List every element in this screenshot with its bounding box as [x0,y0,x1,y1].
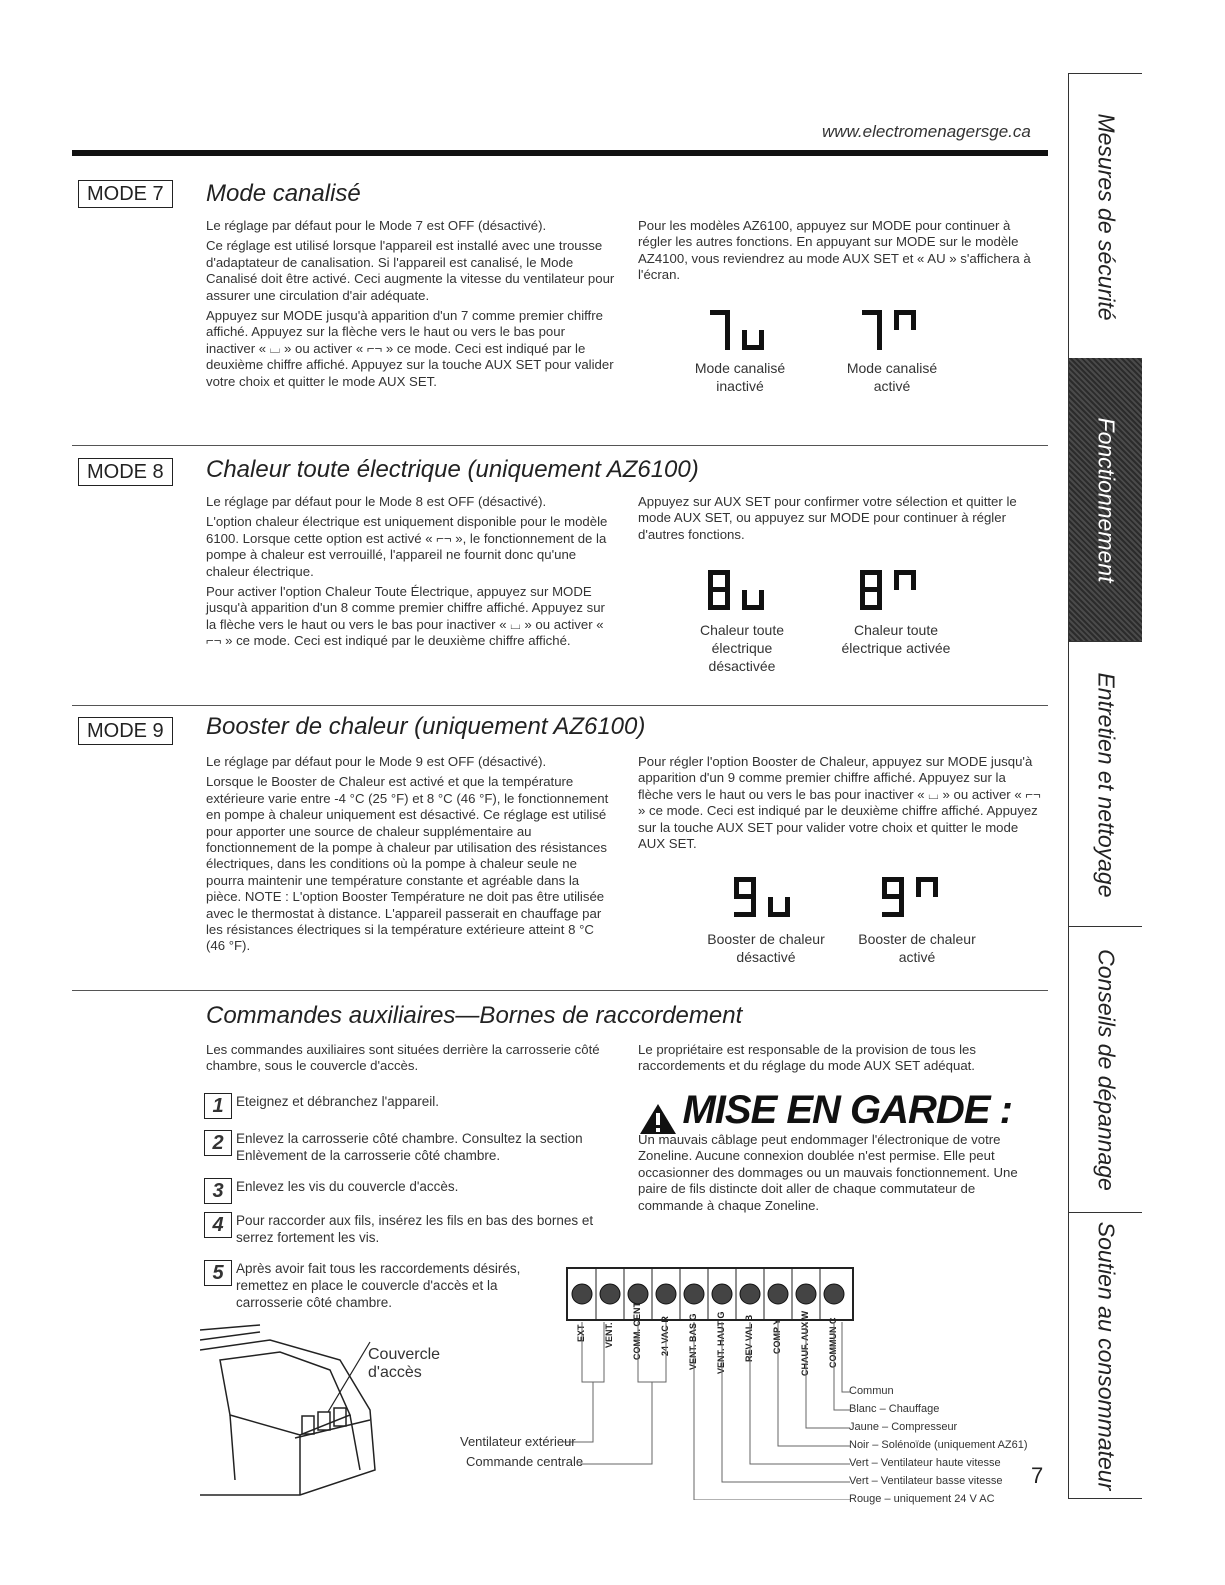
step-2 [212,1130,606,1164]
step-number: 4 [204,1212,232,1238]
display-8-on [856,566,928,614]
mode8-badge: MODE 8 [78,458,173,486]
tab-mesures-securite[interactable] [1068,73,1142,359]
paragraph: L'option chaleur électrique est uniquement disponible pour le modèle 6100. Lorsque cette option est activé « ⌐¬ », le fonctionnement de la pompe à chaleur est verrouillé, l'appareil ne fournit donc qu'une chaleur électrique. [206,514,608,579]
mode7-badge: MODE 7 [78,180,173,208]
warning-title: MISE EN GARDE : [682,1088,1012,1132]
paragraph: Le propriétaire est responsable de la provision de tous les raccordements et du réglage du mode AUX SET adéquat. [638,1042,976,1074]
terminal-label: VENT. [604,1322,614,1348]
step-number: 5 [204,1260,232,1286]
mode9-right-text [638,754,1043,856]
warning-text: Un mauvais câblage peut endommager l'électronique de votre Zoneline. Aucune connexion doublée n'est permise. Elle peut occasionner des dommages ou un mauvais fonctionnement. Une paire de fils distincte doit aller de chaque commutateur de commande à chaque Zoneline. [638,1132,1018,1213]
aux-intro [206,1042,606,1079]
tab-conseils[interactable] [1068,926,1142,1213]
paragraph: Le réglage par défaut pour le Mode 9 est OFF (désactivé). [206,754,547,769]
mode7-right-text [638,218,1043,288]
aux-title: Commandes auxiliaires—Bornes de raccordement [206,1002,743,1029]
display-7-on [858,306,928,354]
paragraph: Ce réglage est utilisé lorsque l'appareil est installé avec une trousse d'adaptateur de canalisation. Si l'appareil est canalisé, le Mode Canalisé doit être activé. Ceci augmente la vitesse du ventilateur pour assurer une circulation d'air adéquate. [206,238,615,303]
terminal-label: 24 VAC R [660,1316,670,1356]
cover-label: Couvercle d'accès [368,1346,441,1381]
terminal-block [566,1267,856,1322]
caption-mode7-off: Mode canalisé inactivé [694,360,786,394]
mode9-left-text [206,754,616,959]
display-7-off [706,306,776,354]
step-5 [212,1260,566,1311]
wire-label: Jaune – Compresseur [849,1421,958,1433]
tab-label: Entretien et nettoyage [1093,671,1119,898]
paragraph: Appuyez sur MODE jusqu'à apparition d'un 7 comme premier chiffre affiché. Appuyez sur la flèche vers le haut ou vers le bas pour inactiver « ⌴ » ou activer « ⌐¬ » ce mode. Ceci est indiqué par le deuxième chiffre affiché. Appuyez sur la touche AUX SET pour valider votre choix et quitter le mode AUX SET. [206,308,614,389]
terminal-label: COMP Y [772,1318,782,1354]
display-9-off [730,873,802,921]
website-url: www.electromenagersge.ca [822,122,1031,141]
tab-label: Fonctionnement [1093,417,1119,582]
label-commande-centrale: Commande centrale [466,1454,584,1469]
caption-mode8-on: Chaleur toute électrique activée [841,622,951,656]
section-divider [72,705,1048,706]
terminal-label: CHAUF. AUX W [800,1310,810,1376]
step-text: Enlevez la carrosserie côté chambre. Consultez la section Enlèvement de la carrosserie côté chambre. [236,1131,583,1163]
caption-mode8-off: Chaleur toute électrique désactivée [699,622,785,674]
mode7-title: Mode canalisé [206,180,361,207]
caption-mode9-on: Booster de chaleur activé [858,931,976,965]
terminal-label: COMM. CENT [632,1302,642,1360]
mode8-right-text [638,494,1043,547]
wire-label: Noir – Solénoïde (uniquement AZ61) [849,1439,1028,1451]
wire-label: Rouge – uniquement 24 V AC [849,1493,995,1505]
paragraph: Pour les modèles AZ6100, appuyez sur MODE pour continuer à régler les autres fonctions. En appuyant sur MODE sur le modèle AZ4100, vous reviendrez au mode AUX SET et « AU » s'affichera à l'écran. [638,218,1031,283]
warning-text-block [638,1132,1043,1218]
header-rule [72,150,1048,156]
section-divider [72,445,1048,446]
section-divider [72,990,1048,991]
mode8-left-text [206,494,616,654]
paragraph: Pour régler l'option Booster de Chaleur, appuyez sur MODE jusqu'à apparition d'un 9 comme premier chiffre affiché. Appuyez sur la flèche vers le haut ou vers le bas pour inactiver « ⌴ » ou activer « ⌐¬ » ce mode. Ceci est indiqué par le deuxième chiffre affiché. Appuyez sur la touche AUX SET pour valider votre choix et quitter le mode AUX SET. [638,754,1041,852]
paragraph: Le réglage par défaut pour le Mode 8 est OFF (désactivé). [206,494,547,509]
paragraph: Les commandes auxiliaires sont situées derrière la carrosserie côté chambre, sous le couvercle d'accès. [206,1042,600,1074]
step-text: Enlevez les vis du couvercle d'accès. [236,1179,459,1194]
mode9-badge: MODE 9 [78,717,173,745]
wire-label: Vert – Ventilateur haute vitesse [849,1457,1001,1469]
step-1 [212,1093,606,1117]
step-number: 1 [204,1093,232,1119]
step-number: 2 [204,1130,232,1156]
display-8-off [704,566,776,614]
wire-label: Commun [849,1385,894,1397]
terminal-label: REV VAL B [744,1314,754,1362]
warning-icon [638,1102,678,1136]
step-3 [212,1178,606,1202]
caption-mode7-on: Mode canalisé activé [846,360,938,394]
step-text: Pour raccorder aux fils, insérez les fils en bas des bornes et serrez fortement les vis. [236,1213,594,1245]
paragraph: Lorsque le Booster de Chaleur est activé et que la température extérieure varie entre -4 °C (25 °F) et 8 °C (46 °F), le fonctionnement en pompe à chaleur uniquement est désactivé. Ce réglage est utilisé pour apporter une source de chaleur supplémentaire au fonctionnement de la pompe à chaleur par utilisation des résistances électriques, dans les conditions où la pompe à chaleur seule ne pourra maintenir une température constante et agréable dans la pièce. NOTE : L'option Booster Température ne doit pas être utilisée avec le thermostat à distance. L'appareil passerait en chauffage par les résistances électriques si la température extérieure atteint 8 °C (46 °F). [206,774,609,954]
tab-fonctionnement[interactable] [1068,358,1142,641]
mode7-left-text [206,218,616,394]
wire-label: Blanc – Chauffage [849,1403,940,1415]
page-number: 7 [1031,1463,1044,1488]
tab-soutien[interactable] [1068,1212,1142,1499]
warning-heading [638,1088,1012,1136]
paragraph: Le réglage par défaut pour le Mode 7 est OFF (désactivé). [206,218,547,233]
terminal-label: COMMUN C [828,1317,838,1368]
paragraph: Pour activer l'option Chaleur Toute Électrique, appuyez sur MODE jusqu'à apparition d'un 8 comme premier chiffre affiché. Appuyez sur la flèche vers le haut ou vers le bas pour inactiver « ⌴ » ou activer « ⌐¬ » ce mode. Ceci est indiqué par le deuxième chiffre affiché. [206,584,605,649]
wire-label: Vert – Ventilateur basse vitesse [849,1475,1003,1487]
mode9-title: Booster de chaleur (uniquement AZ6100) [206,713,646,740]
terminal-label: VENT. BAS G [688,1313,698,1370]
mode8-title: Chaleur toute électrique (uniquement AZ6100) [206,456,699,483]
step-text: Eteignez et débranchez l'appareil. [236,1094,439,1109]
step-number: 3 [204,1178,232,1204]
terminal-label: EXT [576,1324,586,1342]
step-text: Après avoir fait tous les raccordements désirés, remettez en place le couvercle d'accès et la carrosserie côté chambre. [236,1261,521,1310]
tab-label: Conseils de dépannage [1093,949,1119,1191]
label-ventilateur-exterieur: Ventilateur extérieur [460,1434,576,1449]
paragraph: Appuyez sur AUX SET pour confirmer votre sélection et quitter le mode AUX SET, ou appuyez sur MODE pour continuer à régler d'autres fonctions. [638,494,1017,542]
wiring-lines [560,1322,860,1500]
display-9-on [878,873,950,921]
owner-text [638,1042,1043,1079]
step-4 [212,1212,606,1246]
terminal-label: VENT. HAUT G [716,1311,726,1374]
caption-mode9-off: Booster de chaleur désactivé [707,931,825,965]
tab-label: Mesures de sécurité [1093,112,1119,321]
tab-entretien[interactable] [1068,641,1142,927]
tab-label: Soutien au consommateur [1093,1221,1119,1490]
